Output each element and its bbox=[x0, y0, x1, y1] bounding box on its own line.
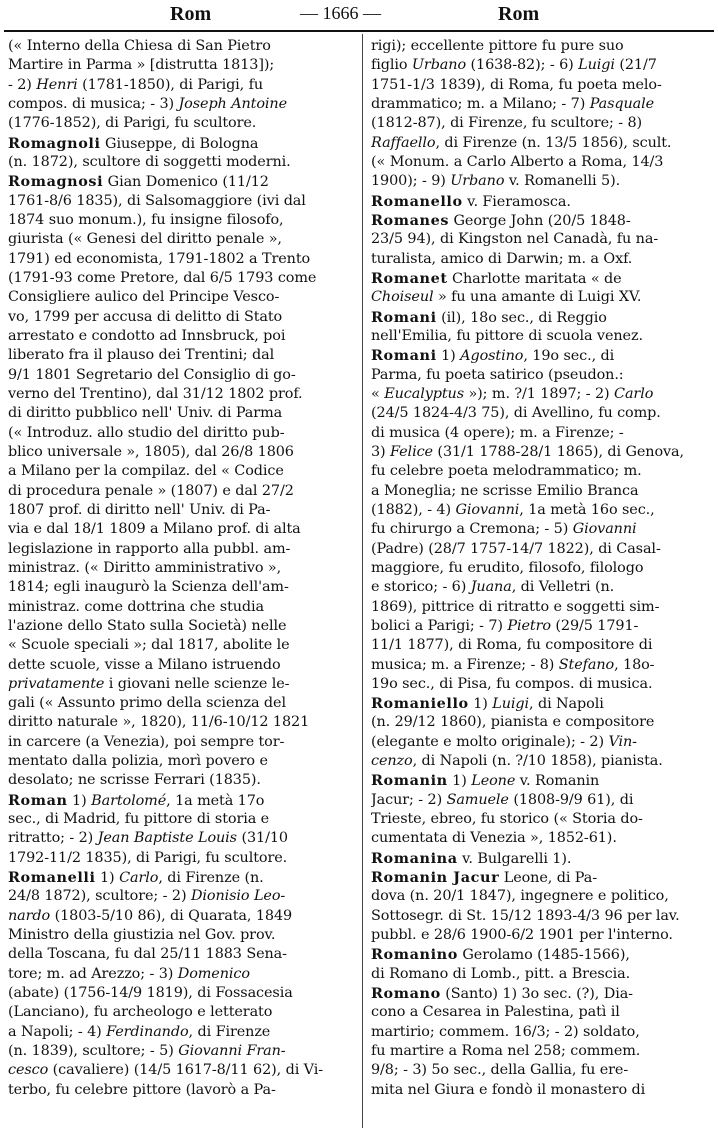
text-line bbox=[371, 211, 715, 230]
italic-text: Stefano bbox=[558, 656, 615, 673]
text-line bbox=[371, 269, 715, 288]
italic-text: privatamente bbox=[8, 675, 105, 692]
text-segment: a Moneglia; ne scrisse Emilio Branca bbox=[371, 482, 639, 499]
text-line bbox=[371, 771, 715, 790]
left-column bbox=[8, 37, 352, 1100]
text-line bbox=[371, 810, 715, 829]
text-segment: i giovani nelle scienze le- bbox=[104, 675, 290, 692]
entry-headword: Romani bbox=[371, 347, 437, 365]
italic-text: Pietro bbox=[507, 617, 551, 634]
text-line bbox=[8, 849, 352, 868]
text-line bbox=[371, 443, 715, 462]
text-line bbox=[371, 482, 715, 501]
text-segment: via e dal 18/1 1809 a Milano prof. di alta bbox=[8, 521, 301, 538]
text-segment: diritto naturale », 1820), 11/6-10/12 1821 bbox=[8, 714, 310, 731]
text-segment: e storico; - 6) bbox=[371, 579, 471, 596]
text-segment: 1761-8/6 1835), di Salsomaggiore (ivi dal bbox=[8, 192, 306, 209]
text-line bbox=[8, 1081, 352, 1100]
text-segment: (cavaliere) (14/5 1617-8/11 62), di Vi- bbox=[48, 1062, 323, 1079]
text-line bbox=[371, 733, 715, 752]
text-line bbox=[371, 520, 715, 539]
text-line bbox=[8, 1003, 352, 1022]
text-line bbox=[371, 56, 715, 75]
text-line bbox=[371, 1081, 715, 1100]
text-segment: in carcere (a Venezia), poi sempre tor- bbox=[8, 733, 285, 750]
text-line bbox=[8, 520, 352, 539]
text-segment: 11/1 1877), di Roma, fu compositore di bbox=[371, 637, 653, 654]
entry-headword: Romano bbox=[371, 985, 441, 1003]
text-segment: fu chirurgo a Cremona; - 5) bbox=[371, 521, 573, 538]
text-line bbox=[8, 37, 352, 56]
text-line bbox=[8, 1061, 352, 1080]
text-line bbox=[8, 791, 352, 810]
text-line bbox=[371, 675, 715, 694]
text-segment: , 1a metà 16o sec., bbox=[519, 501, 655, 518]
italic-text: Raffaello bbox=[371, 134, 436, 151]
text-segment: (31/1 1788-28/1 1865), di Genova, bbox=[432, 443, 685, 460]
text-line bbox=[371, 559, 715, 578]
text-segment: mentato dalla polizia, morì povero e bbox=[8, 753, 268, 770]
text-segment: (24/5 1824-4/3 75), di Avellino, fu comp. bbox=[371, 405, 661, 422]
text-line bbox=[371, 656, 715, 675]
text-line bbox=[371, 366, 715, 385]
text-line bbox=[371, 424, 715, 443]
text-segment: (1791-93 come Pretore, dal 6/5 1793 come bbox=[8, 269, 317, 286]
text-segment: cumentata di Venezia », 1852-61). bbox=[371, 830, 617, 847]
text-segment: (abate) (1756-14/9 1819), di Fossacesia bbox=[8, 985, 293, 1002]
text-segment: (21/7 bbox=[614, 57, 657, 74]
text-line bbox=[371, 926, 715, 945]
text-segment: rigi); eccellente pittore fu pure suo bbox=[371, 38, 624, 54]
text-segment: musica; m. a Firenze; - 8) bbox=[371, 656, 559, 673]
text-line bbox=[8, 636, 352, 655]
text-line bbox=[371, 578, 715, 597]
italic-text: Choiseul bbox=[371, 289, 434, 306]
text-line bbox=[371, 501, 715, 520]
text-line bbox=[371, 636, 715, 655]
text-segment: Parma, fu poeta satirico (pseudon.: bbox=[371, 366, 624, 383]
text-line bbox=[8, 694, 352, 713]
text-segment: , di Firenze (n. 13/5 1856), scult. bbox=[435, 134, 672, 151]
text-line bbox=[371, 713, 715, 732]
italic-text: Henri bbox=[36, 76, 78, 93]
text-line bbox=[8, 346, 352, 365]
italic-text: Ferdinando bbox=[106, 1023, 189, 1040]
text-segment: , di Napoli bbox=[529, 696, 604, 713]
page-number: — 1666 — bbox=[300, 3, 381, 23]
text-segment: l'azione dello Stato sulla Società) nelle bbox=[8, 617, 287, 634]
text-line bbox=[8, 95, 352, 114]
text-segment: 1792-11/2 1835), di Parigi, fu scultore. bbox=[8, 849, 288, 866]
text-segment: di musica (4 opere); m. a Firenze; - bbox=[371, 424, 624, 441]
italic-text: Domenico bbox=[177, 965, 250, 982]
text-segment: pubbl. e 28/6 1900-6/2 1901 per l'interno. bbox=[371, 927, 673, 944]
text-segment: v. Romanelli 5). bbox=[504, 173, 621, 190]
text-segment: »); m. ?/1 1897; - 2) bbox=[463, 385, 615, 402]
text-segment: 1) bbox=[95, 870, 120, 887]
text-line bbox=[371, 617, 715, 636]
text-segment: 9/1 1801 Segretario del Consiglio di go- bbox=[8, 366, 296, 383]
text-segment: Giuseppe, di Bologna bbox=[100, 135, 259, 152]
text-segment: tore; m. ad Arezzo; - 3) bbox=[8, 965, 178, 982]
text-line bbox=[371, 945, 715, 964]
text-segment: (il), 18o sec., di Reggio bbox=[436, 309, 607, 326]
text-line bbox=[8, 1042, 352, 1061]
text-line bbox=[8, 250, 352, 269]
text-segment: (Lanciano), fu archeologo e letterato bbox=[8, 1004, 273, 1021]
text-segment: arrestato e condotto ad Innsbruck, poi bbox=[8, 327, 286, 344]
text-segment: , di Napoli (n. ?/10 1858), pianista. bbox=[412, 753, 663, 770]
text-line bbox=[8, 443, 352, 462]
italic-text: cenzo bbox=[371, 753, 413, 770]
text-segment: « Scuole speciali »; dal 1817, abolite le bbox=[8, 637, 290, 654]
text-segment: , di Velletri (n. bbox=[511, 579, 615, 596]
entry-headword: Romagnosi bbox=[8, 173, 104, 191]
text-segment: , di Firenze bbox=[188, 1023, 271, 1040]
text-segment: blico universale », 1805), dal 26/8 1806 bbox=[8, 443, 294, 460]
text-line bbox=[8, 269, 352, 288]
text-segment: terbo, fu celebre pittore (lavorò a Pa- bbox=[8, 1081, 276, 1098]
text-segment: Gian Domenico (11/12 bbox=[103, 174, 269, 191]
text-line bbox=[8, 501, 352, 520]
text-segment: 1751-1/3 1839), di Roma, fu poeta melo- bbox=[371, 76, 662, 93]
entry-headword: Romanello bbox=[371, 192, 463, 210]
text-segment: Ministro della giustizia nel Gov. prov. bbox=[8, 927, 276, 944]
text-segment: 24/8 1872), scultore; - 2) bbox=[8, 888, 191, 905]
text-segment: Sottosegr. di St. 15/12 1893-4/3 96 per lav. bbox=[371, 907, 680, 924]
text-line bbox=[8, 540, 352, 559]
text-line bbox=[8, 172, 352, 191]
entry-headword: Romanelli bbox=[8, 869, 96, 887]
text-segment: , 19o sec., di bbox=[523, 348, 615, 365]
text-segment: 1814; egli inaugurò la Scienza dell'am- bbox=[8, 579, 289, 596]
text-segment: turalista, amico di Darwin; m. a Oxf. bbox=[371, 250, 633, 267]
text-line bbox=[371, 37, 715, 56]
text-segment: (n. 1839), scultore; - 5) bbox=[8, 1043, 179, 1060]
text-line bbox=[371, 288, 715, 307]
text-segment: (elegante e molto originale); - 2) bbox=[371, 733, 609, 750]
italic-text: Agostino bbox=[460, 348, 524, 365]
text-line bbox=[371, 346, 715, 365]
entry-headword: Romanina bbox=[371, 849, 458, 867]
text-line bbox=[371, 462, 715, 481]
italic-text: Urbano bbox=[411, 57, 467, 74]
text-line bbox=[371, 1061, 715, 1080]
entry-headword: Romanin bbox=[371, 772, 448, 790]
text-segment: (1812-87), di Firenze, fu scultore; - 8) bbox=[371, 115, 643, 132]
italic-text: cesco bbox=[8, 1062, 49, 1079]
entry-headword: Romaniello bbox=[371, 695, 469, 713]
text-segment: (n. 1872), scultore di soggetti moderni. bbox=[8, 153, 291, 170]
text-segment: Gerolamo (1485-1566), bbox=[457, 947, 630, 964]
text-segment: martirio; commem. 16/3; - 2) soldato, bbox=[371, 1023, 640, 1040]
entry-headword: Romanino bbox=[371, 946, 458, 964]
text-segment: maggiore, fu erudito, filosofo, filologo bbox=[371, 559, 644, 576]
text-line bbox=[8, 829, 352, 848]
text-segment: mita nel Giura e fondò il monastero di bbox=[371, 1081, 646, 1098]
text-line bbox=[8, 366, 352, 385]
text-segment: (1776-1852), di Parigi, fu scultore. bbox=[8, 115, 257, 132]
text-line bbox=[371, 327, 715, 346]
entry-headword: Romagnoli bbox=[8, 134, 101, 152]
text-line bbox=[8, 424, 352, 443]
text-segment: 1) bbox=[436, 348, 461, 365]
text-segment: (29/5 1791- bbox=[550, 617, 639, 634]
text-line bbox=[371, 829, 715, 848]
text-segment: (1803-5/10 86), di Quarata, 1849 bbox=[50, 907, 293, 924]
text-line bbox=[8, 965, 352, 984]
text-line bbox=[8, 327, 352, 346]
text-line bbox=[8, 617, 352, 636]
text-segment: (Padre) (28/7 1757-14/7 1822), di Casal- bbox=[371, 540, 661, 557]
text-line bbox=[371, 114, 715, 133]
text-line bbox=[8, 1023, 352, 1042]
italic-text: Luigi bbox=[492, 696, 530, 713]
text-segment: , 1a metà 17o bbox=[166, 792, 265, 809]
text-segment: ministraz. (« Diritto amministrativo », bbox=[8, 559, 282, 576]
text-segment: drammatico; m. a Milano; - 7) bbox=[371, 95, 590, 112]
text-segment: dette scuole, visse a Milano istruendo bbox=[8, 656, 281, 673]
text-segment: (« Introduz. allo studio del diritto pub- bbox=[8, 424, 285, 441]
italic-text: Carlo bbox=[119, 870, 159, 887]
text-line bbox=[8, 656, 352, 675]
text-line bbox=[8, 713, 352, 732]
text-line bbox=[371, 250, 715, 269]
text-line bbox=[8, 733, 352, 752]
text-line bbox=[371, 540, 715, 559]
text-segment: v. Bulgarelli 1). bbox=[457, 850, 572, 867]
entry-headword: Romanes bbox=[371, 211, 450, 229]
text-segment: 1) bbox=[447, 773, 472, 790]
text-segment: ministraz. come dottrina che studia bbox=[8, 598, 265, 615]
text-line bbox=[8, 887, 352, 906]
text-line bbox=[8, 404, 352, 423]
text-segment: Consigliere aulico del Principe Vesco- bbox=[8, 289, 280, 306]
text-line bbox=[8, 945, 352, 964]
italic-text: Joseph Antoine bbox=[178, 95, 287, 112]
text-segment: Jacur; - 2) bbox=[371, 791, 447, 808]
entry-headword: Romanin Jacur bbox=[371, 869, 500, 887]
text-line bbox=[8, 598, 352, 617]
text-line bbox=[371, 95, 715, 114]
text-segment: figlio bbox=[371, 57, 412, 74]
text-segment: 1) bbox=[468, 696, 493, 713]
text-segment: 1900); - 9) bbox=[371, 173, 451, 190]
text-segment: Leone, di Pa- bbox=[499, 870, 597, 887]
text-line bbox=[371, 868, 715, 887]
text-segment: fu martire a Roma nel 258; commem. bbox=[371, 1043, 641, 1060]
text-line bbox=[8, 385, 352, 404]
text-line bbox=[8, 308, 352, 327]
italic-text: Pasquale bbox=[589, 95, 655, 112]
text-line bbox=[371, 230, 715, 249]
text-line bbox=[371, 849, 715, 868]
text-segment: vo, 1799 per accusa di delitto di Stato bbox=[8, 308, 283, 325]
text-segment: bolici a Parigi; - 7) bbox=[371, 617, 508, 634]
text-line bbox=[371, 308, 715, 327]
text-segment: a Milano per la compilaz. del « Codice bbox=[8, 463, 284, 480]
text-line bbox=[371, 984, 715, 1003]
text-segment: legislazione in rapporto alla pubbl. am- bbox=[8, 540, 291, 557]
text-line bbox=[371, 965, 715, 984]
text-line bbox=[371, 907, 715, 926]
text-line bbox=[371, 752, 715, 771]
italic-text: Jean Baptiste Louis bbox=[97, 830, 237, 847]
text-segment: desolato; ne scrisse Ferrari (1835). bbox=[8, 772, 261, 789]
text-segment: a Napoli; - 4) bbox=[8, 1023, 107, 1040]
column-divider bbox=[362, 34, 363, 1128]
text-segment: 3) bbox=[371, 443, 391, 460]
text-segment: (« Monum. a Carlo Alberto a Roma, 14/3 bbox=[371, 153, 664, 170]
italic-text: Felice bbox=[390, 443, 433, 460]
text-segment: compos. di musica; - 3) bbox=[8, 95, 179, 112]
text-segment: (31/10 bbox=[236, 830, 288, 847]
text-line bbox=[8, 462, 352, 481]
italic-text: nardo bbox=[8, 907, 51, 924]
text-segment: 1874 suo monum.), fu insigne filosofo, bbox=[8, 211, 284, 228]
header-left-keyword: Rom bbox=[170, 3, 212, 25]
text-segment: Martire in Parma » [distrutta 1813]); bbox=[8, 57, 275, 74]
text-line bbox=[8, 288, 352, 307]
text-segment: , di Firenze (n. bbox=[158, 870, 264, 887]
italic-text: Urbano bbox=[450, 173, 505, 190]
text-segment: (1808-9/9 61), di bbox=[508, 791, 634, 808]
text-line bbox=[8, 76, 352, 95]
italic-text: Giovanni Fran- bbox=[178, 1043, 286, 1060]
text-segment: di diritto pubblico nell' Univ. di Parma bbox=[8, 405, 283, 422]
text-line bbox=[8, 675, 352, 694]
text-segment: (1882), - 4) bbox=[371, 501, 456, 518]
italic-text: Vin- bbox=[608, 733, 637, 750]
text-line bbox=[8, 907, 352, 926]
text-line bbox=[8, 771, 352, 790]
text-segment: 1869), pittrice di ritratto e soggetti sim- bbox=[371, 598, 660, 615]
text-segment: 23/5 94), di Kingston nel Canadà, fu na- bbox=[371, 231, 659, 248]
text-line bbox=[8, 868, 352, 887]
text-line bbox=[371, 1042, 715, 1061]
text-line bbox=[371, 153, 715, 172]
text-segment: (« Interno della Chiesa di San Pietro bbox=[8, 38, 271, 54]
italic-text: Leone bbox=[471, 773, 516, 790]
text-segment: ritratto; - 2) bbox=[8, 830, 98, 847]
text-segment: , 18o- bbox=[614, 656, 655, 673]
text-line bbox=[8, 192, 352, 211]
text-line bbox=[8, 134, 352, 153]
text-line bbox=[8, 153, 352, 172]
text-segment: Charlotte maritata « de bbox=[447, 270, 622, 287]
text-segment: Trieste, ebreo, fu storico (« Storia do- bbox=[371, 811, 643, 828]
right-column bbox=[371, 37, 715, 1100]
text-line bbox=[371, 694, 715, 713]
italic-text: Juana bbox=[470, 579, 512, 596]
text-segment: (n. 29/12 1860), pianista e compositore bbox=[371, 714, 655, 731]
text-line bbox=[371, 404, 715, 423]
italic-text: Samuele bbox=[446, 791, 509, 808]
italic-text: Luigi bbox=[578, 57, 615, 74]
text-line bbox=[8, 984, 352, 1003]
text-segment: gali (« Assunto primo della scienza del bbox=[8, 695, 286, 712]
italic-text: Giovanni bbox=[572, 521, 637, 538]
header-right-keyword: Rom bbox=[498, 3, 540, 25]
text-segment: v. Romanin bbox=[515, 773, 600, 790]
text-segment: dova (n. 20/1 1847), ingegnere e politico, bbox=[371, 888, 669, 905]
text-segment: nell'Emilia, fu pittore di scuola venez. bbox=[371, 327, 643, 344]
text-line bbox=[8, 56, 352, 75]
text-line bbox=[8, 578, 352, 597]
text-line bbox=[8, 230, 352, 249]
text-segment: giurista (« Genesi del diritto penale », bbox=[8, 231, 282, 248]
text-segment: George John (20/5 1848- bbox=[449, 212, 631, 229]
entry-headword: Roman bbox=[8, 791, 68, 809]
text-line bbox=[371, 887, 715, 906]
text-line bbox=[371, 598, 715, 617]
text-segment: v. Fieramosca. bbox=[462, 193, 571, 210]
text-segment: - 2) bbox=[8, 76, 37, 93]
text-line bbox=[8, 926, 352, 945]
text-segment: sec., di Madrid, fu pittore di storia e bbox=[8, 811, 270, 828]
text-segment: (1781-1850), di Parigi, fu bbox=[77, 76, 264, 93]
text-segment: « bbox=[371, 385, 385, 402]
text-segment: » fu una amante di Luigi XV. bbox=[433, 289, 642, 306]
italic-text: Carlo bbox=[614, 385, 654, 402]
text-segment: (Santo) 1) 3o sec. (?), Dia- bbox=[440, 986, 633, 1003]
italic-text: Dionisio Leo- bbox=[190, 888, 286, 905]
text-segment: 9/8; - 3) 5o sec., della Gallia, fu ere- bbox=[371, 1062, 629, 1079]
text-segment: cono a Cesarea in Palestina, patì il bbox=[371, 1004, 620, 1021]
text-segment: fu celebre poeta melodrammatico; m. bbox=[371, 463, 642, 480]
text-segment: 1807 prof. di diritto nell' Univ. di Pa- bbox=[8, 501, 271, 518]
text-line bbox=[371, 1023, 715, 1042]
text-segment: liberato fra il plauso dei Trentini; dal bbox=[8, 347, 275, 364]
text-line bbox=[371, 76, 715, 95]
running-header bbox=[0, 0, 718, 30]
entry-headword: Romani bbox=[371, 308, 437, 326]
text-segment: 19o sec., di Pisa, fu compos. di musica. bbox=[371, 675, 653, 692]
text-segment: di Romano di Lomb., pitt. a Brescia. bbox=[371, 965, 631, 982]
entry-headword: Romanet bbox=[371, 269, 448, 287]
text-segment: (1638-82); - 6) bbox=[466, 57, 579, 74]
text-line bbox=[371, 172, 715, 191]
italic-text: Eucalyptus bbox=[384, 385, 464, 402]
italic-text: Bartolomé bbox=[91, 792, 167, 809]
text-line bbox=[8, 114, 352, 133]
text-line bbox=[371, 134, 715, 153]
text-segment: 1) bbox=[67, 792, 92, 809]
text-line bbox=[371, 385, 715, 404]
text-segment: della Toscana, fu dal 25/11 1883 Sena- bbox=[8, 946, 287, 963]
text-segment: di procedura penale » (1807) e dal 27/2 bbox=[8, 482, 294, 499]
header-rule bbox=[4, 30, 714, 32]
text-line bbox=[371, 791, 715, 810]
text-segment: verno del Trentino), dal 31/12 1802 prof. bbox=[8, 385, 303, 402]
text-line bbox=[8, 482, 352, 501]
text-line bbox=[371, 1003, 715, 1022]
text-line bbox=[8, 810, 352, 829]
text-line bbox=[371, 192, 715, 211]
italic-text: Giovanni bbox=[455, 501, 520, 518]
text-line bbox=[8, 559, 352, 578]
text-line bbox=[8, 211, 352, 230]
text-segment: 1791) ed economista, 1791-1802 a Trento bbox=[8, 250, 311, 267]
text-line bbox=[8, 752, 352, 771]
